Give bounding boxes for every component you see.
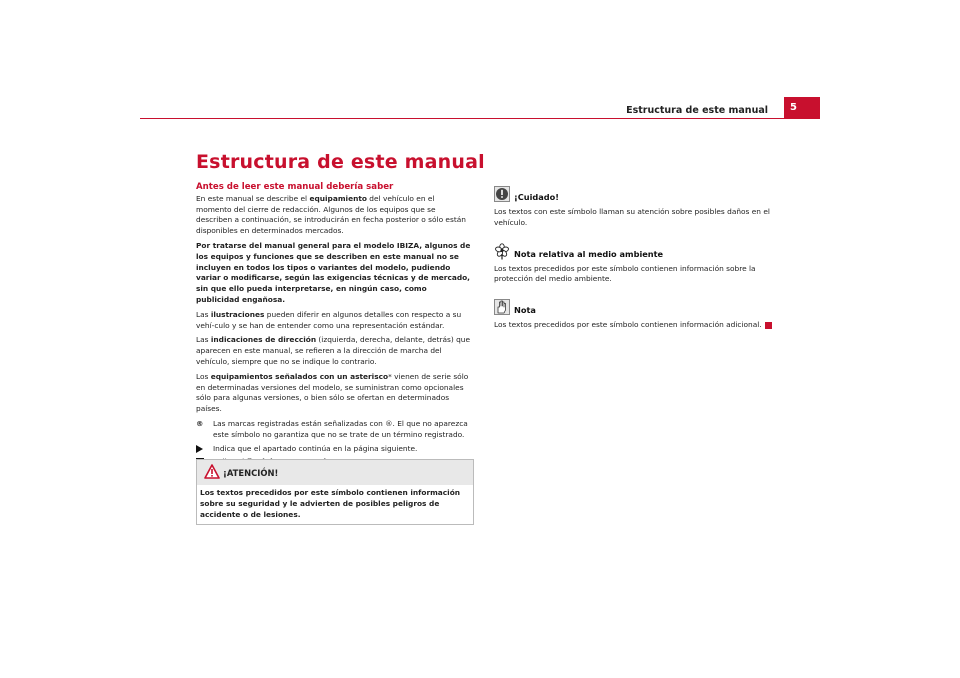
paragraph-equipment — [196, 194, 472, 237]
note-heading — [494, 299, 774, 320]
environment-title: Nota relativa al medio ambiente — [514, 248, 664, 259]
emphasis: equipamiento — [309, 193, 367, 203]
caution-icon — [494, 186, 510, 202]
text: pueden diferir en algunos detalles con respecto a su vehí-culo y se han de entender como una representación estándar. — [196, 309, 462, 330]
environment-flower-icon — [494, 243, 510, 260]
environment-body: Los textos precedidos por este símbolo contienen información sobre la protección del medio ambiente. — [494, 263, 756, 284]
text: Las — [196, 309, 211, 319]
caution-heading — [494, 186, 774, 207]
paragraph-illustrations — [196, 310, 472, 332]
text: (izquierda, derecha, delante, detrás) que aparecen en este manual, se refieren a la dirección de marcha del vehículo, siempre que no se indique lo contrario. — [196, 335, 471, 366]
header-rule — [140, 118, 820, 119]
caution-section — [494, 186, 774, 229]
header-title: Estructura de este manual — [626, 105, 768, 116]
end-square-icon — [765, 322, 772, 329]
text: Las — [196, 335, 211, 345]
text: En este manual se describe el — [196, 193, 310, 203]
left-column — [196, 182, 472, 471]
right-column — [494, 186, 774, 345]
text: del vehículo en el momento del cierre de redacción. Algunos de los equipos que se describen a continuación, se introducirán en fecha posterior o sólo están disponibles en determinados mercados. — [196, 193, 466, 236]
note-title: Nota — [514, 305, 536, 316]
paragraph-directions — [196, 335, 472, 367]
text: * vienen de serie sólo en determinadas versiones del modelo, se suministran como opcionales sólo para algunas versiones, o bien sólo se ofertan en determinados países. — [196, 371, 469, 414]
page-title: Estructura de este manual — [196, 151, 485, 173]
text: Indica que el apartado continúa en la página siguiente. — [213, 443, 418, 453]
emphasis: ilustraciones — [210, 309, 265, 319]
warning-triangle-icon — [204, 464, 220, 479]
registered-mark: ® — [196, 418, 204, 428]
text: Las marcas registradas están señalizadas con ®. El que no aparezca este símbolo no garantiza que no se trate de un término registrado. — [213, 418, 468, 439]
warning-title: ¡ATENCIÓN! — [223, 468, 279, 478]
emphasis: indicaciones de dirección — [210, 335, 317, 345]
paragraph-model-notice — [196, 241, 472, 306]
text: Los — [196, 371, 211, 381]
note-hand-icon — [494, 299, 510, 315]
continue-arrow-icon — [196, 444, 210, 457]
list-item-registered — [196, 419, 472, 441]
environment-heading — [494, 243, 774, 264]
section-subheading: Antes de leer este manual debería saber — [196, 182, 394, 192]
list-item-continue — [196, 444, 472, 455]
paragraph-asterisk — [196, 372, 472, 415]
note-body — [494, 320, 774, 331]
environment-section — [494, 243, 774, 286]
warning-box — [196, 459, 474, 525]
page-number-badge: 5 — [784, 97, 820, 118]
emphasis: Por tratarse del manual general para el modelo IBIZA, algunos de los equipos y funciones que se describen en este manual no se incluyen en todos los tipos o variantes del modelo, pudiendo variar o modificarse, según las exigencias técnicas y de mercado, sin que ello pueda interpretarse, en ningún caso, como publicidad engañosa. — [196, 240, 471, 304]
emphasis: equipamientos señalados con un asterisco — [210, 371, 389, 381]
note-section — [494, 299, 774, 331]
caution-title: ¡Cuidado! — [514, 192, 559, 202]
text: Los textos precedidos por este símbolo contienen información adicional. — [494, 320, 762, 330]
warning-header — [197, 460, 473, 485]
warning-body: Los textos precedidos por este símbolo contienen información sobre su seguridad y le advierten de posibles peligros de accidente o de lesiones. — [200, 488, 461, 519]
caution-body: Los textos con este símbolo llaman su atención sobre posibles daños en el vehículo. — [494, 207, 770, 227]
